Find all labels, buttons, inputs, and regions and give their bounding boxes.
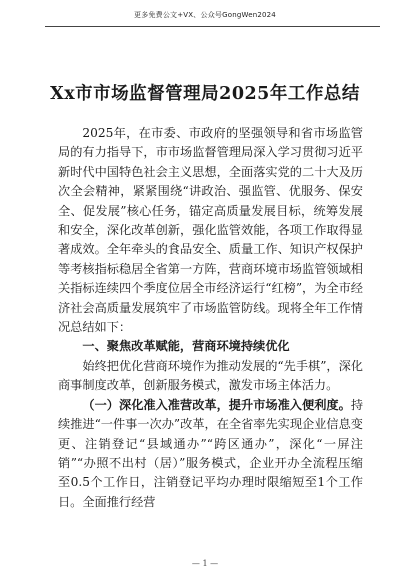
page-number: — 1 — [191,559,219,568]
subsection-body: 持续推进“一件事一次办”改革，在全省率先实现企业信息变更、注销登记“县域通办”“跨区通办”，深化“一屏注销”“办照不出村（居）”服务模式，企业开办全流程压缩至0.5个工作日，注销登记平均办理时限缩短至1个工作日。全面推行经营 [58,397,363,509]
document-title: Xx市市场监督管理局2025年工作总结 [50,84,360,104]
subsection-paragraph [58,396,363,512]
header-note: 更多免费公文+VX、公众号GongWen2024 [134,11,276,19]
header-divider [45,26,380,27]
subsection-heading: （一）深化准入准营改革，提升市场准入便利度。 [82,397,351,412]
intro-paragraph: 2025年，在市委、市政府的坚强领导和省市场监管局的有力指导下，市市场监督管理局深入学习贯彻习近平新时代中国特色社会主义思想，全面落实党的二十大及历次全会精神，紧紧围绕“讲政治、强监管、优服务、保安全、促发展”核心任务，锚定高质量发展目标，统筹发展和安全，深化改革创新，强化监管效能，各项工作取得显著成效。全年牵头的食品安全、质量工作、知识产权保护等考核指标稳居全省第一方阵，营商环境市场监管领域相关指标连续四个季度位居全市经济运行“红榜”，为全市经济社会高质量发展筑牢了市场监管防线。现将全年工作情况总结如下： [58,126,363,335]
section-paragraph: 始终把优化营商环境作为推动发展的“先手棋”，深化商事制度改革，创新服务模式，激发市场主体活力。 [58,358,363,393]
section-heading: 一、聚焦改革赋能，营商环境持续优化 [82,339,290,354]
document-body [58,124,363,512]
